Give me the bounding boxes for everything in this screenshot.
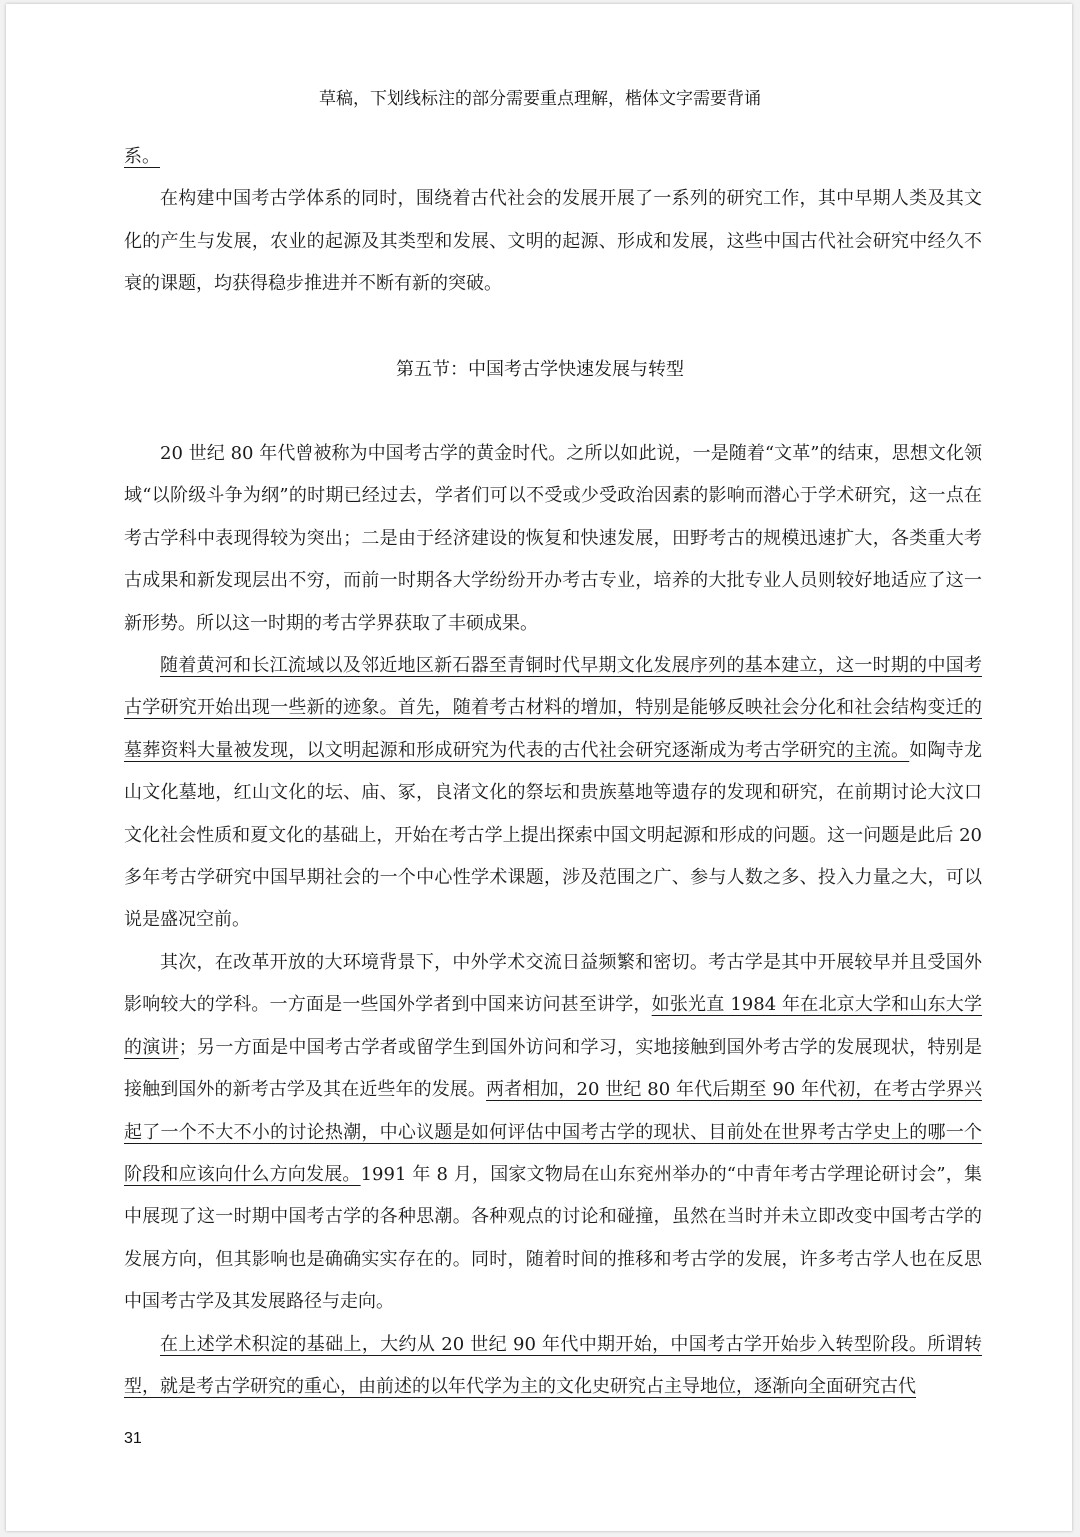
section-title: 第五节：中国考古学快速发展与转型 [396,359,684,380]
paragraph-4 [124,1324,982,1409]
underlined-text: 如张光直 1984 年在北京大学和山东大学的演讲 [124,994,982,1058]
paragraph-2 [124,645,982,942]
top-fragment [124,136,982,178]
underlined-fragment: 系。 [124,146,160,167]
paragraph-text: 1991 年 8 月，国家文物局在山东兖州举办的“中青年考古学理论研讨会”，集中展现了这一时期中国考古学的各种思潮。各种观点的讨论和碰撞，虽然在当时并未立即改变中国考古学的发展方向，但其影响也是确确实实存在的。同时，随着时间的推移和考古学的发展，许多考古学人也在反思中国考古学及其发展路径与走向。 [124,1163,983,1313]
intro-block [124,136,982,306]
paragraph-text: ；另一方面是中国考古学者或留学生到国外访问和学习，实地接触到国外考古学的发展现状，特别是接触到国外的新考古学及其在近些年的发展。 [124,1036,983,1101]
main-text [124,433,982,1408]
paragraph-3 [124,942,982,1324]
paragraph-intro: 在构建中国考古学体系的同时，围绕着古代社会的发展开展了一系列的研究工作，其中早期人类及其文化的产生与发展，农业的起源及其类型和发展、文明的起源、形成和发展，这些中国古代社会研究中经久不衰的课题，均获得稳步推进并不断有新的突破。 [124,188,982,295]
page-number: 31 [124,1430,142,1447]
paragraph-1: 20 世纪 80 年代曾被称为中国考古学的黄金时代。之所以如此说，一是随着“文革”的结束，思想文化领域“以阶级斗争为纲”的时期已经过去，学者们可以不受或少受政治因素的影响而潜心于学术研究，这一点在考古学科中表现得较为突出；二是由于经济建设的恢复和快速发展，田野考古的规模迅速扩大，各类重大考古成果和新发现层出不穷，而前一时期各大学纷纷开办考古专业，培养的大批专业人员则较好地适应了这一新形势。所以这一时期的考古学界获取了丰硕成果。 [124,443,982,634]
underlined-text: 在上述学术积淀的基础上，大约从 20 世纪 90 年代中期开始，中国考古学开始步入转型阶段。所谓转型，就是考古学研究的重心，由前述的以年代学为主的文化史研究占主导地位，逐渐向全面研究古代 [124,1333,982,1397]
page-header: 草稿，下划线标注的部分需要重点理解，楷体文字需要背诵 [319,89,761,109]
paragraph-text: 其次，在改革开放的大环境背景下，中外学术交流日益频繁和密切。考古学是其中开展较早并且受国外影响较大的学科。一方面是一些国外学者到中国来访问甚至讲学， [124,951,982,1016]
underlined-text: 两者相加，20 世纪 80 年代后期至 90 年代初，在考古学界兴起了一个不大不小的讨论热潮，中心议题是如何评估中国考古学的现状、目前处在世界考古学史上的哪一个阶段和应该向什么方向发展。 [124,1079,982,1185]
underlined-text: 随着黄河和长江流域以及邻近地区新石器至青铜时代早期文化发展序列的基本建立，这一时期的中国考古学研究开始出现一些新的迹象。首先，随着考古材料的增加，特别是能够反映社会分化和社会结构变迁的墓葬资料大量被发现，以文明起源和形成研究为代表的古代社会研究逐渐成为考古学研究的主流。 [124,655,982,761]
paragraph-text: 如陶寺龙山文化墓地，红山文化的坛、庙、冢，良渚文化的祭坛和贵族墓地等遗存的发现和研究，在前期讨论大汶口文化社会性质和夏文化的基础上，开始在考古学上提出探索中国文明起源和形成的问题。这一问题是此后 20 多年考古学研究中国早期社会的一个中心性学术课题，涉及范围之广、参与人数之多、投入力量之大，可以说是盛况空前。 [124,739,983,931]
